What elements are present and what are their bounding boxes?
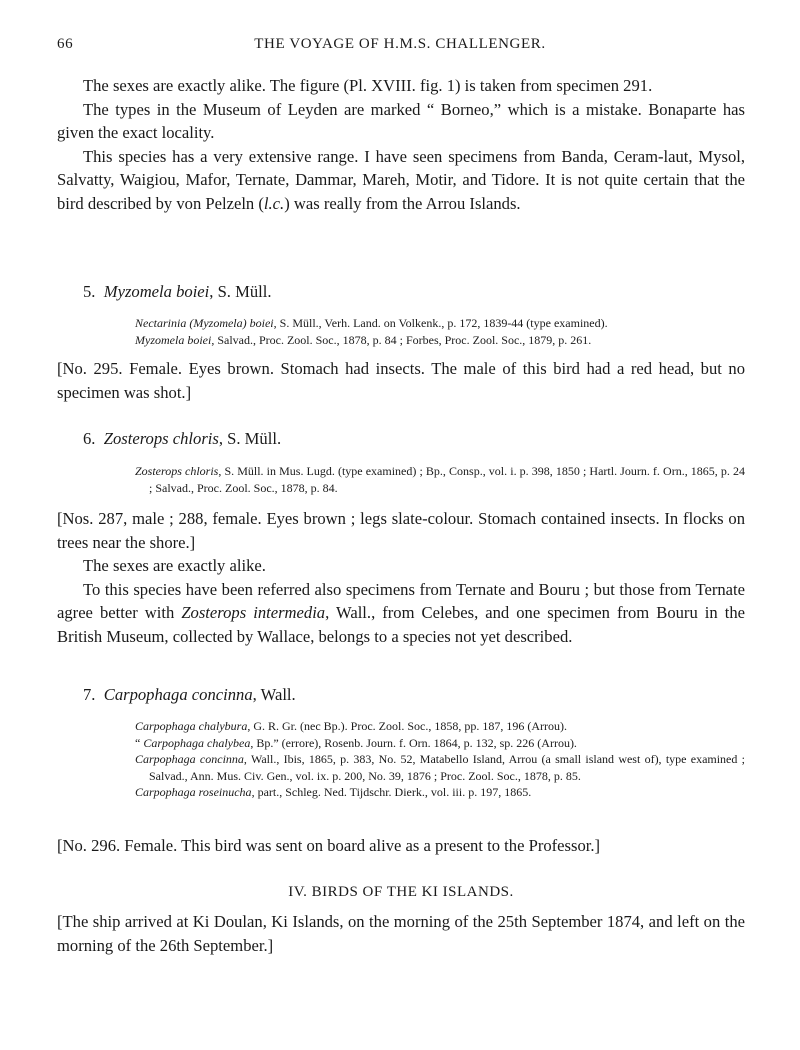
synonym-name: Carpophaga roseinucha [135, 785, 252, 799]
intro-block [57, 74, 745, 215]
intro-p3-text-end: ) was really from the Arrou Islands. [284, 193, 521, 213]
species-number: 7. [83, 685, 96, 704]
intro-paragraph-2: The types in the Museum of Leyden are marked “ Borneo,” which is a mistake. Bonaparte has given the exact locality. [57, 99, 745, 142]
page-number: 66 [57, 36, 74, 52]
synonym-reference: , Wall., Ibis, 1865, p. 383, No. 52, Matabello Island, Arrou (a small island west of), type examined ; Salvad., Ann. Mus. Civ. Gen., vol. ix. p. 200, No. 39, 1876 ; Proc. Zool. Soc., 1878, p. 85. [149, 752, 745, 783]
species-author: , S. Müll. [218, 429, 282, 448]
species-6-block [57, 428, 745, 450]
species-name: Carpophaga concinna [103, 685, 253, 704]
synonym-name: Carpophaga chalybura [135, 719, 248, 733]
species-author: , Wall. [252, 685, 296, 704]
intro-p3-citation: l.c. [263, 193, 285, 213]
synonym-entry [57, 332, 745, 349]
species-number: 5. [83, 282, 96, 301]
synonym-reference: , Salvad., Proc. Zool. Soc., 1878, p. 84 ; Forbes, Proc. Zool. Soc., 1879, p. 261. [211, 332, 592, 347]
field-note: [Nos. 287, male ; 288, female. Eyes brown ; legs slate-colour. Stomach contained insects. In flocks on trees near the shore.] [57, 509, 745, 552]
section-iv [57, 884, 745, 901]
page-header [57, 36, 743, 56]
species-heading [57, 684, 745, 706]
range-text-end: , Wall., from Celebes, and one specimen from Bouru in the British Museum, collected by Wallace, belongs to a species not yet described. [57, 603, 745, 646]
synonym-name: Carpophaga chalybea [143, 735, 251, 750]
synonym-reference: , S. Müll. in Mus. Lugd. (type examined) ; Bp., Consp., vol. i. p. 398, 1850 ; Hartl. Journ. f. Orn., 1865, p. 24 ; Salvad., Proc. Zool. Soc., 1878, p. 84. [149, 464, 746, 495]
field-note: [No. 295. Female. Eyes brown. Stomach had insects. The male of this bird had a red head, but no specimen was shot.] [57, 359, 745, 402]
species-7-block [57, 684, 745, 706]
running-title: THE VOYAGE OF H.M.S. CHALLENGER. [254, 36, 546, 52]
synonym-name: Nectarinia (Myzomela) boiei [135, 316, 274, 330]
synonym-name: Zosterops chloris [135, 464, 219, 478]
synonym-entry [57, 751, 745, 784]
species-heading [57, 281, 745, 303]
species-heading [57, 428, 745, 450]
synonym-reference: , part., Schleg. Ned. Tijdschr. Dierk., vol. iii. p. 197, 1865. [251, 785, 532, 799]
species-6-synonymy [57, 463, 745, 496]
species-6-sexes: The sexes are exactly alike. [83, 556, 266, 575]
synonym-name: Carpophaga concinna [135, 752, 244, 766]
species-5-synonymy [57, 315, 745, 348]
synonym-entry [57, 463, 745, 496]
synonym-entry [57, 718, 745, 735]
field-note: [No. 296. Female. This bird was sent on board alive as a present to the Professor.] [57, 836, 601, 855]
intro-p3-text: This species has a very extensive range. I have seen specimens from Banda, Ceram-laut, Mysol, Salvatty, Waigiou, Mafor, Ternate, Dammar, Mareh, Motir, and Tidore. It is not quite certain that the bird described by von Pelzeln ( [57, 146, 745, 213]
species-number: 6. [83, 429, 96, 448]
species-name: Zosterops chloris [103, 429, 219, 448]
species-name: Myzomela boiei [103, 282, 210, 301]
synonym-entry [57, 735, 745, 752]
synonym-reference: , Bp.” (errore), Rosenb. Journ. f. Orn. 1864, p. 132, sp. 226 (Arrou). [250, 735, 577, 750]
section-iv-note [57, 910, 745, 957]
species-5-note [57, 357, 745, 404]
species-6-text [57, 507, 745, 648]
range-species-name: Zosterops intermedia [181, 603, 326, 622]
species-7-note [57, 834, 745, 858]
intro-paragraph-3 [57, 145, 745, 216]
species-author: , S. Müll. [209, 282, 272, 301]
synonym-reference: , G. R. Gr. (nec Bp.). Proc. Zool. Soc., 1858, pp. 187, 196 (Arrou). [247, 719, 567, 733]
synonym-reference: , S. Müll., Verh. Land. on Volkenk., p. 172, 1839-44 (type examined). [273, 316, 608, 330]
synonym-entry [57, 784, 745, 801]
intro-paragraph-1: The sexes are exactly alike. The figure (Pl. XVIII. fig. 1) is taken from specimen 291. [83, 76, 653, 95]
species-7-synonymy [57, 718, 745, 801]
voyage-note: [The ship arrived at Ki Doulan, Ki Islands, on the morning of the 25th September 1874, and left on the morning of the 26th September.] [57, 912, 745, 955]
species-5-block [57, 281, 745, 303]
open-quote: “ [135, 735, 144, 750]
species-6-range [57, 578, 745, 649]
range-text: To this species have been referred also specimens from Ternate and Bouru ; but those from Ternate agree better with [57, 579, 745, 622]
synonym-entry [57, 315, 745, 332]
section-title: IV. BIRDS OF THE KI ISLANDS. [288, 884, 514, 900]
synonym-name: Myzomela boiei [135, 332, 212, 347]
